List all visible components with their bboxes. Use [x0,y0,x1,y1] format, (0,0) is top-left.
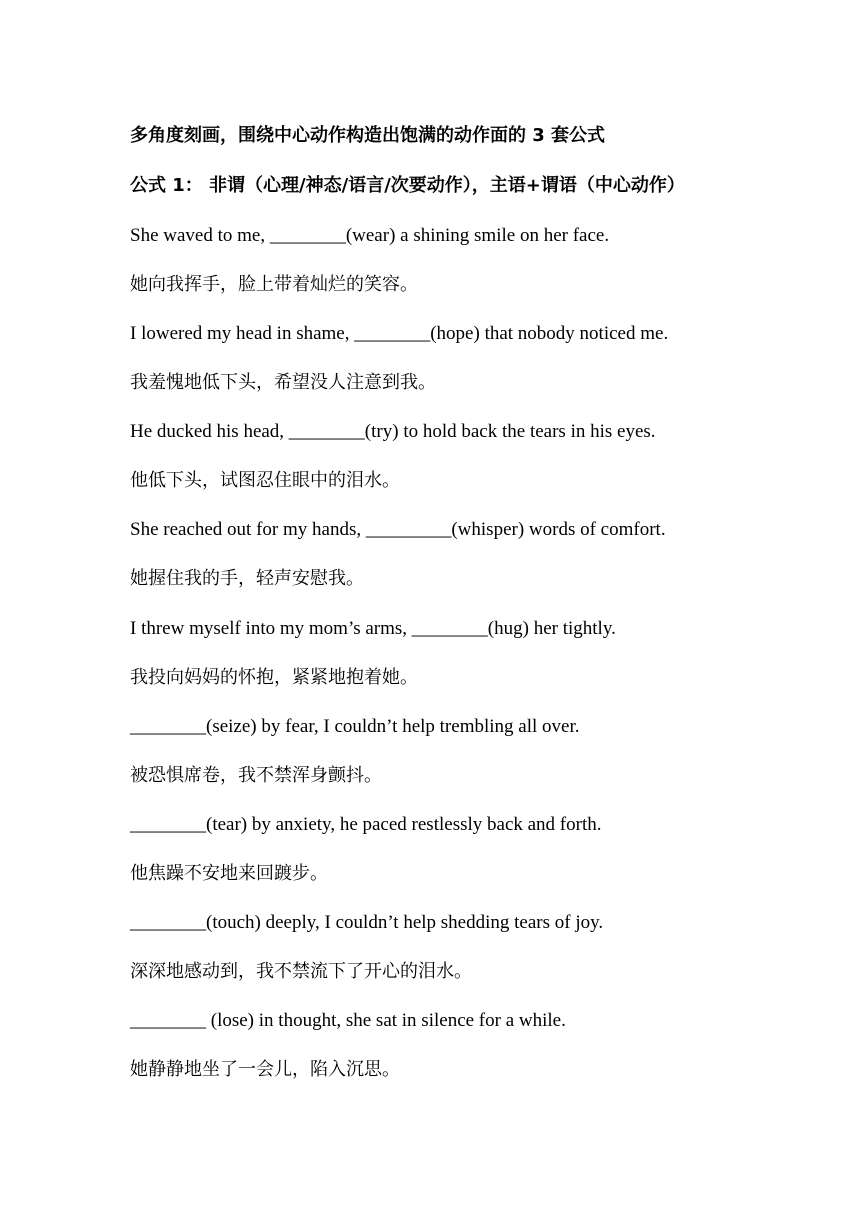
translation-3: 他低下头，试图忍住眼中的泪水。 [130,470,400,491]
example-sentence-4: She reached out for my hands, _________(whisper) words of comfort. [130,519,666,540]
example-sentence-3: He ducked his head, ________(try) to hold back the tears in his eyes. [130,421,656,442]
translation-1: 她向我挥手，脸上带着灿烂的笑容。 [130,274,418,295]
example-sentence-7: ________(tear) by anxiety, he paced restlessly back and forth. [130,814,602,835]
example-sentence-2: I lowered my head in shame, ________(hope) that nobody noticed me. [130,323,669,344]
translation-6: 被恐惧席卷，我不禁浑身颤抖。 [130,765,382,786]
document-title: 多角度刻画，围绕中心动作构造出饱满的动作面的 3 套公式 [130,125,606,146]
formula-1-heading: 公式 1： 非谓（心理/神态/语言/次要动作），主语+谓语（中心动作） [130,175,685,196]
translation-8: 深深地感动到，我不禁流下了开心的泪水。 [130,961,472,982]
translation-5: 我投向妈妈的怀抱，紧紧地抱着她。 [130,667,418,688]
example-sentence-8: ________(touch) deeply, I couldn’t help shedding tears of joy. [130,912,604,933]
translation-2: 我羞愧地低下头，希望没人注意到我。 [130,372,436,393]
translation-9: 她静静地坐了一会儿，陷入沉思。 [130,1059,400,1080]
example-sentence-9: ________ (lose) in thought, she sat in silence for a while. [130,1010,566,1031]
translation-7: 他焦躁不安地来回踱步。 [130,863,328,884]
example-sentence-6: ________(seize) by fear, I couldn’t help trembling all over. [130,716,580,737]
translation-4: 她握住我的手，轻声安慰我。 [130,568,364,589]
example-sentence-1: She waved to me, ________(wear) a shining smile on her face. [130,225,610,246]
example-sentence-5: I threw myself into my mom’s arms, ________(hug) her tightly. [130,618,616,639]
